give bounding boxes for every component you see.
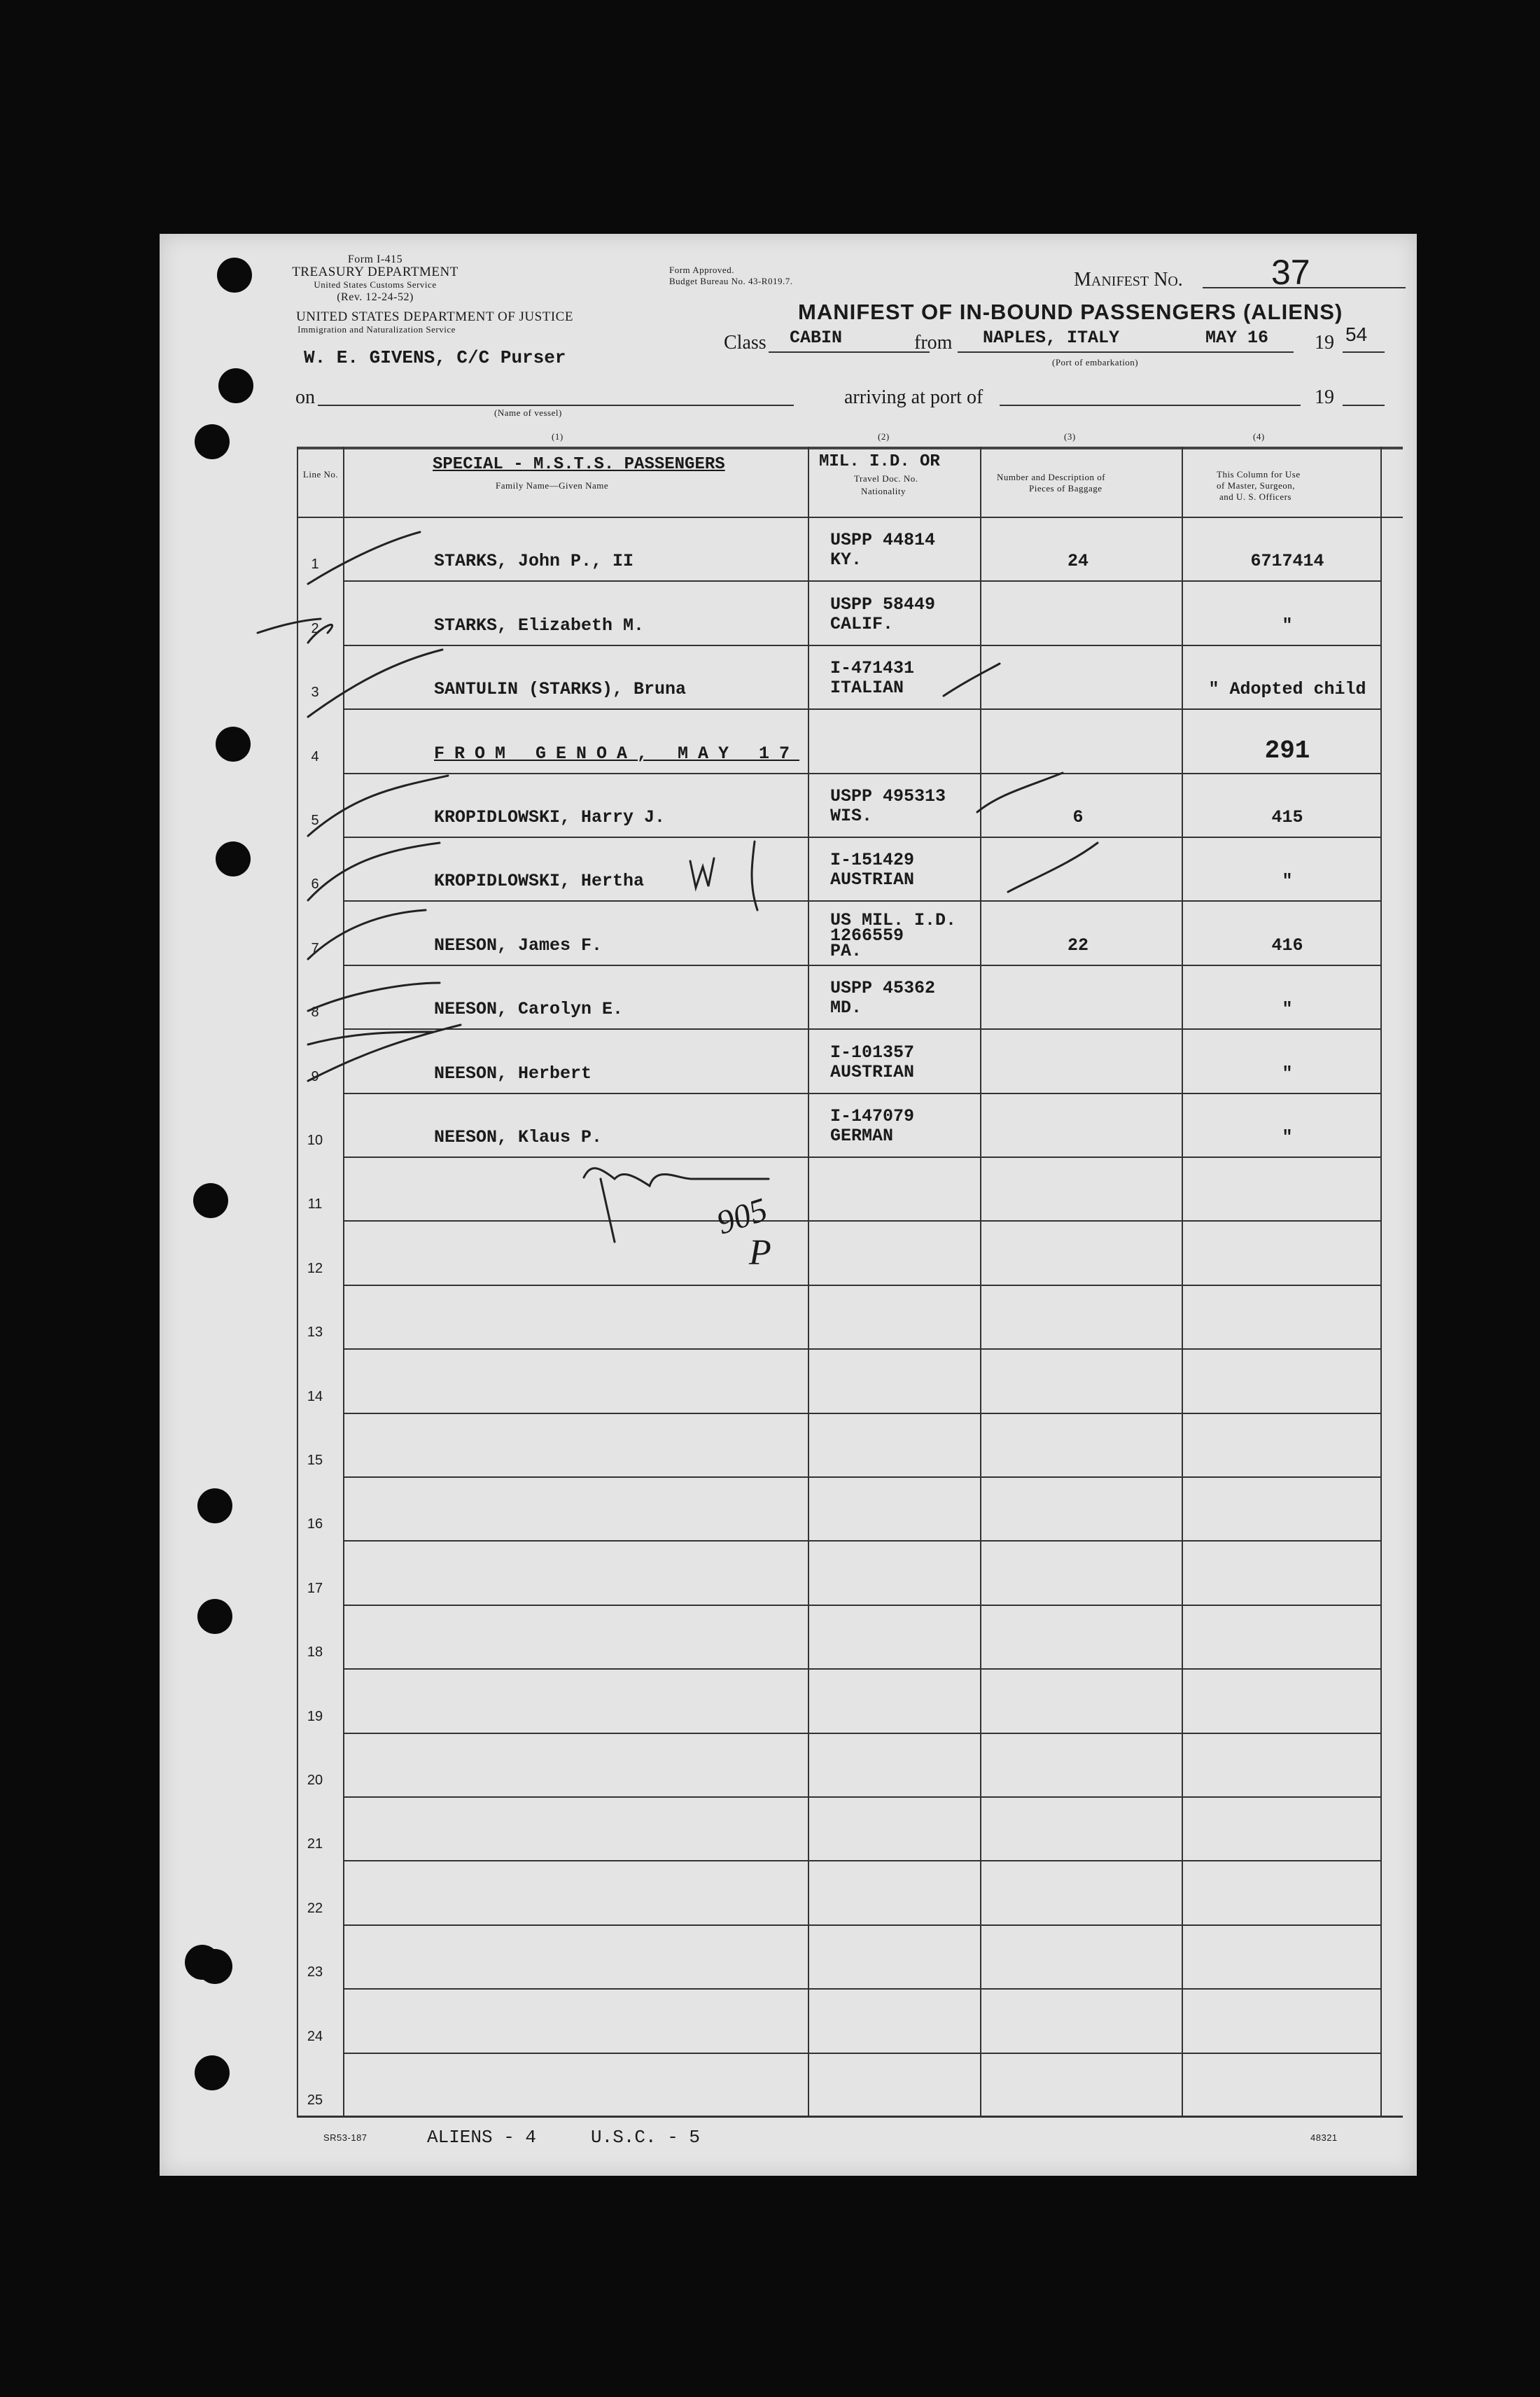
doc-line-2: ITALIAN — [830, 678, 904, 699]
check-mark — [308, 910, 426, 959]
passenger-name: KROPIDLOWSKI, Hertha — [434, 871, 645, 892]
from-value: NAPLES, ITALY — [983, 328, 1120, 348]
doc-line-2: WIS. — [830, 806, 873, 826]
footer-code-right: 48321 — [1310, 2132, 1338, 2143]
doc-line-2: GERMAN — [830, 1126, 894, 1146]
row-number: 6 — [311, 876, 319, 893]
col-number-2: (2) — [878, 431, 890, 442]
row-number: 25 — [307, 2092, 323, 2108]
customs-label: United States Customs Service — [314, 279, 437, 290]
row-number: 12 — [307, 1260, 323, 1276]
check-mark — [944, 664, 1000, 696]
class-label: Class — [724, 332, 766, 354]
doc-line-2: KY. — [830, 550, 862, 571]
check-mark — [308, 983, 440, 1011]
year-prefix: 19 — [1315, 332, 1334, 354]
row-number: 22 — [307, 1900, 323, 1916]
doc-line-2: MD. — [830, 998, 862, 1019]
officer-note: " — [1282, 871, 1293, 892]
header-doc-title: MIL. I.D. OR — [819, 452, 940, 471]
vessel-caption: (Name of vessel) — [494, 407, 562, 418]
check-mark — [1008, 843, 1098, 892]
baggage-count: 24 — [1067, 551, 1088, 572]
row-number: 23 — [307, 1964, 323, 1980]
initials-scrawl — [584, 1168, 769, 1186]
row-number: 11 — [307, 1196, 323, 1213]
passenger-name: NEESON, Klaus P. — [434, 1127, 603, 1147]
year-prefix-2: 19 — [1315, 386, 1334, 408]
header-line-no: Line No. — [302, 469, 339, 480]
col-number-3: (3) — [1064, 431, 1076, 442]
row-number: 4 — [311, 748, 319, 764]
passenger-name: NEESON, James F. — [434, 935, 603, 956]
check-mark — [258, 619, 332, 643]
budget-bureau: Budget Bureau No. 43-R019.7. — [669, 276, 793, 286]
handwritten-905: 905 — [712, 1191, 772, 1242]
on-label: on — [295, 386, 315, 408]
header-doc-sub1: Travel Doc. No. — [854, 473, 918, 484]
officer-note: " Adopted child — [1208, 679, 1366, 700]
check-mark — [308, 776, 448, 836]
row-number: 5 — [311, 813, 319, 828]
check-mark — [752, 841, 757, 910]
manifest-no-value: 37 — [1271, 253, 1310, 292]
row-number: 24 — [307, 2028, 323, 2044]
from-label: from — [914, 332, 953, 354]
check-mark — [977, 773, 1063, 812]
officer-note: " — [1282, 615, 1293, 636]
header-name-title: SPECIAL - M.S.T.S. PASSENGERS — [433, 455, 725, 474]
doc-line-2: AUSTRIAN — [830, 1061, 915, 1082]
row-number: 8 — [311, 1005, 319, 1021]
doc-line-1: I-147079 — [830, 1106, 915, 1126]
doc-line-2: AUSTRIAN — [830, 869, 915, 890]
baggage-count: 6 — [1072, 807, 1084, 827]
doc-line-1: I-151429 — [830, 850, 915, 871]
treasury-label: TREASURY DEPARTMENT — [292, 265, 458, 279]
header-name-sub: Family Name—Given Name — [496, 480, 609, 491]
row-number: 21 — [307, 1836, 323, 1852]
footer-usc: U.S.C. - 5 — [591, 2127, 701, 2148]
officer-note: " — [1282, 1127, 1293, 1147]
row-number: 1 — [311, 557, 319, 573]
footer-aliens: ALIENS - 4 — [427, 2127, 537, 2148]
ins-label: Immigration and Naturalization Service — [298, 324, 456, 335]
row-number: 9 — [311, 1068, 319, 1084]
row-number: 3 — [311, 685, 319, 701]
footer-code-left: SR53-187 — [323, 2132, 368, 2143]
officer-note: 291 — [1264, 736, 1310, 765]
doc-line-1: USPP 44814 — [830, 530, 936, 551]
doc-line-1: USPP 495313 — [830, 786, 946, 806]
header-officer-3: and U. S. Officers — [1219, 491, 1292, 502]
officer-note: " — [1282, 1063, 1293, 1084]
row-number: 10 — [307, 1133, 323, 1148]
date-value: MAY 16 — [1205, 328, 1269, 348]
row-number: 18 — [307, 1644, 323, 1661]
header-baggage-1: Number and Description of — [997, 472, 1106, 482]
initials-scrawl — [601, 1179, 615, 1242]
year-value: 54 — [1345, 323, 1368, 345]
check-mark — [308, 843, 440, 900]
passenger-name: STARKS, John P., II — [434, 551, 634, 572]
passenger-name: NEESON, Carolyn E. — [434, 999, 624, 1020]
vessel-value: W. E. GIVENS, C/C Purser — [304, 347, 566, 368]
doc-line-2: 1266559 — [830, 925, 904, 946]
class-value: CABIN — [790, 328, 843, 348]
handwritten-marks — [160, 234, 1417, 2176]
header-officer-2: of Master, Surgeon, — [1217, 480, 1296, 491]
check-mark — [308, 532, 420, 584]
row-number: 14 — [307, 1388, 323, 1404]
doc-line-1: US MIL. I.D. — [830, 909, 957, 930]
passenger-name: STARKS, Elizabeth M. — [434, 615, 645, 636]
passenger-name: FROM GENOA, MAY 17 — [434, 743, 800, 764]
row-number: 19 — [307, 1708, 323, 1724]
header-doc-sub2: Nationality — [861, 486, 906, 496]
row-number: 13 — [307, 1325, 323, 1341]
row-number: 17 — [307, 1580, 323, 1596]
doc-line-1: I-471431 — [830, 658, 915, 679]
row-number: 2 — [311, 620, 319, 636]
doc-line-1: USPP 58449 — [830, 594, 936, 615]
officer-note: 415 — [1271, 807, 1303, 827]
row-number: 16 — [307, 1516, 323, 1532]
arriving-label: arriving at port of — [844, 386, 983, 408]
manifest-no-label: Manifest No. — [1074, 269, 1183, 291]
officer-note: 416 — [1271, 935, 1303, 956]
passenger-name: NEESON, Herbert — [434, 1063, 592, 1084]
row-number: 7 — [311, 940, 319, 956]
doc-line-1: USPP 45362 — [830, 978, 936, 999]
col-number-1: (1) — [552, 431, 564, 442]
manifest-title: MANIFEST OF IN-BOUND PASSENGERS (ALIENS) — [798, 300, 1343, 324]
justice-label: UNITED STATES DEPARTMENT OF JUSTICE — [296, 309, 573, 324]
handwritten-w-glyph — [690, 858, 714, 888]
doc-line-3: PA. — [830, 940, 862, 961]
doc-line-1: I-101357 — [830, 1042, 915, 1063]
manifest-page — [160, 234, 1417, 2176]
handwritten-p: P — [749, 1233, 771, 1273]
col-number-4: (4) — [1253, 431, 1265, 442]
officer-note: " — [1282, 999, 1293, 1020]
check-mark — [308, 650, 442, 717]
doc-line-2: CALIF. — [830, 613, 894, 634]
port-caption: (Port of embarkation) — [1052, 357, 1139, 368]
header-baggage-2: Pieces of Baggage — [1029, 483, 1102, 494]
row-number: 15 — [307, 1453, 323, 1468]
passenger-name: KROPIDLOWSKI, Harry J. — [434, 807, 666, 827]
row-number: 20 — [307, 1773, 323, 1788]
form-number: Form I-415 — [347, 253, 403, 265]
baggage-count: 22 — [1067, 935, 1088, 956]
header-officer-1: This Column for Use — [1217, 469, 1301, 480]
passenger-name: SANTULIN (STARKS), Bruna — [434, 679, 687, 700]
revision-label: (Rev. 12-24-52) — [337, 291, 414, 303]
officer-note: 6717414 — [1250, 551, 1324, 572]
form-approved: Form Approved. — [669, 265, 734, 275]
